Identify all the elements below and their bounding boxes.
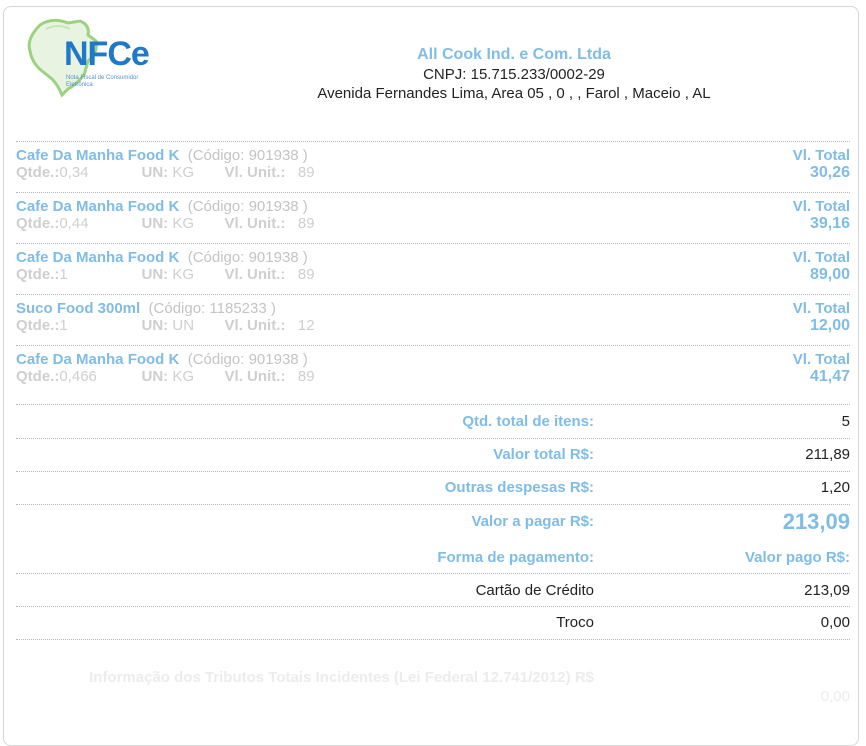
amount-due-value: 213,09: [782, 509, 850, 534]
item-total-value: 12,00: [809, 317, 850, 334]
company-address: Avenida Fernandes Lima, Area 05 , 0 , , Farol , Maceio , AL: [317, 85, 711, 102]
nfce-logo: [18, 15, 168, 99]
item-total-label: Vl. Total: [792, 147, 850, 164]
other-expenses-label: Outras despesas R$:: [444, 479, 594, 496]
item-row: [16, 351, 850, 395]
change-row: [16, 614, 850, 638]
item-total-value: 30,26: [809, 164, 850, 181]
total-value-label: Valor total R$:: [493, 446, 594, 463]
tax-info-value: 0,00: [820, 688, 850, 705]
item-total-value: 89,00: [809, 266, 850, 283]
item-code: (Código: 901938 ): [187, 198, 308, 215]
divider: [16, 345, 850, 346]
change-value: 0,00: [820, 614, 850, 631]
item-row: [16, 300, 850, 344]
item-name: Cafe Da Manha Food K (Código: 901938 ): [16, 198, 308, 215]
change-label: Troco: [556, 614, 594, 631]
payment-row: [16, 582, 850, 606]
total-items-value: 5: [841, 413, 850, 430]
item-details: Qtde.:1 UN: UN Vl. Unit.: 12: [16, 317, 315, 334]
item-name: Cafe Da Manha Food K (Código: 901938 ): [16, 147, 308, 164]
payment-header-row: [16, 549, 850, 573]
item-code: (Código: 901938 ): [187, 249, 308, 266]
item-name: Cafe Da Manha Food K (Código: 901938 ): [16, 351, 308, 368]
divider: [16, 404, 850, 405]
item-code: (Código: 1185233 ): [148, 300, 276, 317]
other-expenses-row: [16, 479, 850, 503]
other-expenses-value: 1,20: [820, 479, 850, 496]
item-total-value: 39,16: [809, 215, 850, 232]
item-total-label: Vl. Total: [792, 300, 850, 317]
item-row: [16, 147, 850, 191]
emitter-header: [204, 45, 824, 103]
divider: [16, 606, 850, 607]
item-total-label: Vl. Total: [792, 249, 850, 266]
divider: [16, 141, 850, 142]
total-items-row: [16, 413, 850, 437]
company-cnpj: CNPJ: 15.715.233/0002-29: [423, 66, 605, 83]
item-total-label: Vl. Total: [792, 351, 850, 368]
payment-method-header: Forma de pagamento:: [437, 549, 594, 566]
item-details: Qtde.:0,466 UN: KG Vl. Unit.: 89: [16, 368, 315, 385]
divider: [16, 192, 850, 193]
item-details: Qtde.:1 UN: KG Vl. Unit.: 89: [16, 266, 315, 283]
item-code: (Código: 901938 ): [187, 351, 308, 368]
payment-amount: 213,09: [804, 582, 850, 599]
divider: [16, 471, 850, 472]
item-row: [16, 198, 850, 242]
amount-due-row: [16, 509, 850, 537]
item-code: (Código: 901938 ): [187, 147, 308, 164]
item-details: Qtde.:0,34 UN: KG Vl. Unit.: 89: [16, 164, 315, 181]
item-details: Qtde.:0,44 UN: KG Vl. Unit.: 89: [16, 215, 315, 232]
divider: [16, 438, 850, 439]
amount-due-label: Valor a pagar R$:: [471, 513, 594, 530]
total-items-label: Qtd. total de itens:: [462, 413, 594, 430]
divider: [16, 573, 850, 574]
item-name: Suco Food 300ml (Código: 1185233 ): [16, 300, 276, 317]
divider: [16, 243, 850, 244]
item-total-label: Vl. Total: [792, 198, 850, 215]
total-value-row: [16, 446, 850, 470]
item-name: Cafe Da Manha Food K (Código: 901938 ): [16, 249, 308, 266]
total-value: 211,89: [805, 446, 850, 463]
logo-brand: NFCe: [64, 35, 149, 73]
logo-subtitle: Nota Fiscal de Consumidor Eletrônica: [66, 75, 139, 88]
item-total-value: 41,47: [809, 368, 850, 385]
item-row: [16, 249, 850, 293]
divider: [16, 504, 850, 505]
divider: [16, 639, 850, 640]
tax-info-label: Informação dos Tributos Totais Incidentes (Lei Federal 12.741/2012) R$: [89, 669, 594, 686]
divider: [16, 294, 850, 295]
company-name: All Cook Ind. e Com. Ltda: [417, 46, 611, 63]
amount-paid-header: Valor pago R$:: [744, 549, 850, 566]
payment-method: Cartão de Crédito: [475, 582, 594, 599]
